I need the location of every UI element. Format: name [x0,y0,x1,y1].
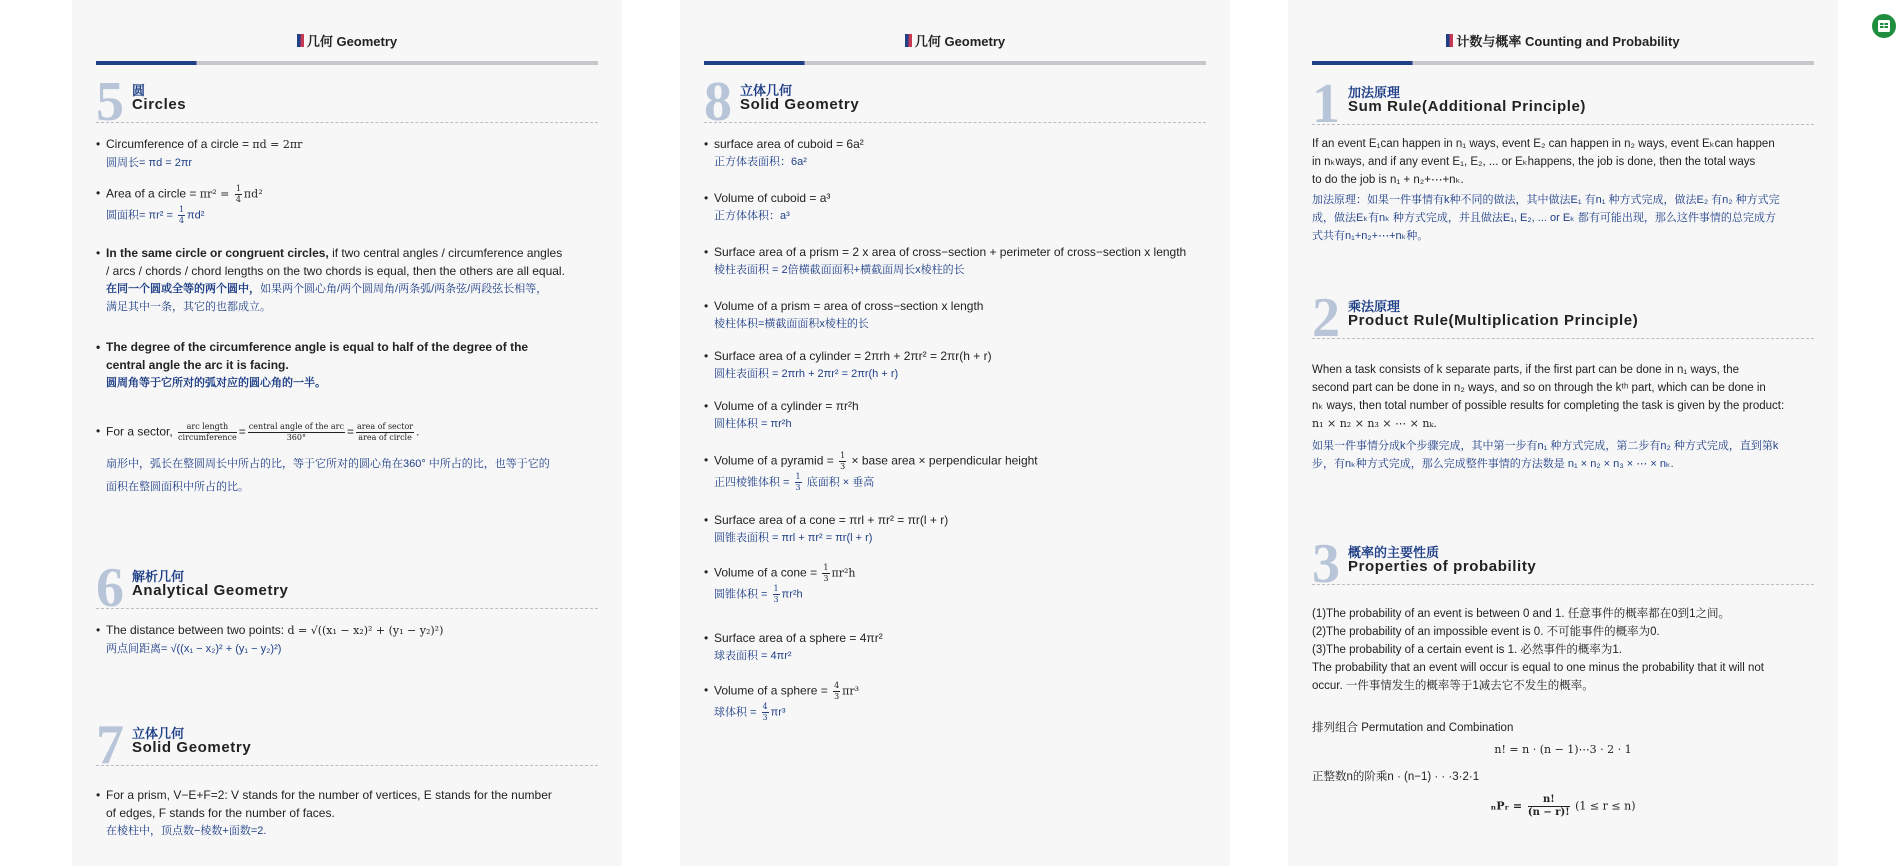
page-counting-probability [1288,0,1838,866]
list-item: • Surface area of a sphere = 4πr² [704,629,1206,647]
list-item: • For a sector, $\frac{\text{arc length}}{\text{circumference}}$ = $\frac{\text{central angle of the arc}}{360^\circ}$ = $\frac{\text{area of sector}}{\text{area of circle}}$ . [96,422,598,443]
list-item: • Volume of a prism = area of cross−section x length [704,297,1206,315]
list-item-zh: 正四棱锥体积 = $\frac{1}{3}$ 底面积 × 垂高 [714,472,875,492]
list-item-zh: 圆周角等于它所对的弧对应的圆心角的一半。 [106,377,326,389]
list-item-zh: 两点间距离= √((x₁ − x₂)² + (y₁ − y₂)²) [106,643,282,655]
spreadsheet-icon[interactable] [1872,14,1896,38]
section-title-en: Solid Geometry [740,96,860,113]
list-item-zh: 在棱柱中，顶点数−棱数+面数=2. [106,825,267,837]
paragraph: When a task consists of k separate parts, if the first part can be done in n₁ ways, the second part can be done in n₂ ways, and so on through the kᵗʰ part, which can be done in nₖ ways, then total number of possible results for completing the task is given by the product: n₁ × n₂ × n₃ × ⋯ × nₖ. [1312,364,1785,430]
list-item: • For a prism, V−E+F=2: V stands for the number of vertices, E stands for the number of edges, F stands for the number of faces. [96,786,598,822]
list-item-zh: 正方体体积：a³ [714,210,790,222]
header-bar [704,61,1206,65]
list-item: • Volume of cuboid = a³ [704,189,1206,207]
section-title-en: Analytical Geometry [132,582,289,599]
section-title-en: Circles [132,96,187,113]
list-item: • Volume of a pyramid = $\frac{1}{3}$ × base area × perpendicular height [704,451,1206,472]
section-title-zh: 立体几何 [740,83,793,98]
header-title: 计数与概率 Counting and Probability [1456,33,1680,49]
list-item: • Circumference of a circle = πd = 2πr [96,135,598,154]
list-item-zh: 圆柱体积 = πr²h [714,418,792,430]
section-title-zh: 概率的主要性质 [1348,545,1440,560]
list-item: • surface area of cuboid = 6a² [704,135,1206,153]
list-item-zh: 圆柱表面积 = 2πrh + 2πr² = 2πr(h + r) [714,368,899,380]
header-mark-icon [1446,34,1453,47]
section-title-zh: 解析几何 [132,569,185,584]
page-header [96,28,598,65]
header-bar [96,61,598,65]
section-product-rule [1312,287,1814,473]
section-title-zh: 乘法原理 [1348,299,1401,314]
list-item: • Volume of a sphere = $\frac{4}{3}$ πr³ [704,681,1206,702]
list-item-zh: 圆锥体积 = $\frac{1}{3}$ πr²h [714,584,803,604]
paragraph: The probability that an event will occur is equal to one minus the probability that it will not occur. 一件事情发生的概率等于1减去它不发生的概率。 [1312,662,1764,692]
header-title: 几何 Geometry [914,33,1006,49]
list-item: • Area of a circle = πr² = $\frac{1}{4}$ πd² [96,184,598,205]
section-number: 5 [96,71,124,133]
paragraph: (2)The probability of an impossible event is 0. 不可能事件的概率为0. [1312,626,1660,638]
list-item-zh: 扇形中，弧长在整圆周长中所占的比，等于它所对的圆心角在360° 中所占的比，也等于它的 面积在整圆面积中所占的比。 [106,458,550,493]
section-probability [1312,533,1814,819]
list-item-zh: 球体积 = $\frac{4}{3}$ πr³ [714,702,786,722]
list-item: • The degree of the circumference angle is equal to half of the degree of the central angle the arc it is facing. [96,338,598,374]
section-title-zh: 加法原理 [1348,85,1401,100]
section-analytical-geometry [96,557,598,658]
page-header [704,28,1206,65]
section-title-en: Product Rule(Multiplication Principle) [1348,312,1639,329]
list-item: • The distance between two points: d = √((x₁ − x₂)² + (y₁ − y₂)²) [96,621,598,640]
section-solid-geometry [96,714,598,840]
section-number: 1 [1312,73,1340,135]
list-item-zh: 正方体表面积：6a² [714,156,807,168]
header-title: 几何 Geometry [306,33,398,49]
page-header [1312,28,1814,65]
factorial-text: 正整数n的阶乘n · (n−1) · · ·3·2·1 [1312,771,1480,783]
section-number: 6 [96,557,124,619]
list-item-zh: 在同一个圆或全等的两个圆中，如果两个圆心角/两个圆周角/两条弧/两条弦/两段弦长相等， 满足其中一条，其它的也都成立。 [106,283,548,313]
section-title-en: Sum Rule(Additional Principle) [1348,98,1587,115]
header-mark-icon [905,34,912,47]
list-item-zh: 圆锥表面积 = πrl + πr² = πr(l + r) [714,532,873,544]
list-item: • In the same circle or congruent circles, if two central angles / circumference angles / arcs / chords / chord lengths on the two chords is equal, then the others are all equal. [96,244,598,280]
header-mark-icon [297,34,304,47]
list-item: • Volume of a cylinder = πr²h [704,397,1206,415]
paragraph: (1)The probability of an event is between 0 and 1. 任意事件的概率都在0到1之间。 [1312,608,1731,620]
page-geometry-1 [72,0,622,866]
list-item-zh: 圆面积= πr² = $\frac{1}{4}$ πd² [106,205,205,225]
section-number: 3 [1312,533,1340,595]
section-number: 7 [96,714,124,776]
list-item-zh: 球表面积 = 4πr² [714,650,792,662]
list-item: • Surface area of a cone = πrl + πr² = πr(l + r) [704,511,1206,529]
section-solid-geometry [704,71,1206,723]
section-title-en: Solid Geometry [132,739,252,756]
section-title-en: Properties of probability [1348,558,1537,575]
section-number: 8 [704,71,732,133]
list-item: • Surface area of a prism = 2 x area of cross−section + perimeter of cross−section x length [704,243,1206,261]
permutation-title: 排列组合 Permutation and Combination [1312,722,1514,734]
list-item-zh: 棱柱表面积 = 2倍横截面面积+横截面周长x棱柱的长 [714,264,965,276]
list-item: • Surface area of a cylinder = 2πrh + 2πr² = 2πr(h + r) [704,347,1206,365]
list-item-zh: 棱柱体积=横截面面积x棱柱的长 [714,318,869,330]
section-circles [96,71,598,499]
section-sum-rule [1312,73,1814,245]
paragraph-zh: 加法原理：如果一件事情有k种不同的做法，其中做法E₁ 有n₁ 种方式完成，做法E₂ 有n₂ 种方式完 成，做法Eₖ有nₖ 种方式完成，并且做法E₁, E₂, ... or Eₖ 都有可能出现，那么这件事情的总完成方 式共有n₁+n₂+⋯+nₖ种。 [1312,194,1780,242]
header-bar [1312,61,1814,65]
section-number: 2 [1312,287,1340,349]
paragraph: If an event E₁can happen in n₁ ways, event E₂ can happen in n₂ ways, event Eₖcan happen in nₖways, and if any event E₁, E₂, ... or Eₖhappens, the job is done, then the total ways to do the job is n₁ + n₂+⋯+nₖ. [1312,138,1775,186]
section-title-zh: 立体几何 [132,726,185,741]
paragraph: (3)The probability of a certain event is 1. 必然事件的概率为1. [1312,644,1622,656]
section-title-zh: 圆 [132,83,146,98]
paragraph-zh: 如果一件事情分成k个步骤完成，其中第一步有n₁ 种方式完成，第二步有n₂ 种方式完成，直到第k 步，有nₖ种方式完成，那么完成整件事情的方法数是 n₁ × n₂ × n₃ × ⋯ × nₖ. [1312,440,1779,470]
list-item-zh: 圆周长= πd = 2πr [106,157,193,169]
page-geometry-2 [680,0,1230,866]
permutation-formula: ₙPᵣ = $\frac{n!}{(n - r)!}$ (1 ≤ r ≤ n) [1490,794,1636,818]
factorial-formula: n! = n · (n − 1)⋯3 · 2 · 1 [1494,743,1632,756]
list-item: • Volume of a cone = $\frac{1}{3}$ πr²h [704,563,1206,584]
